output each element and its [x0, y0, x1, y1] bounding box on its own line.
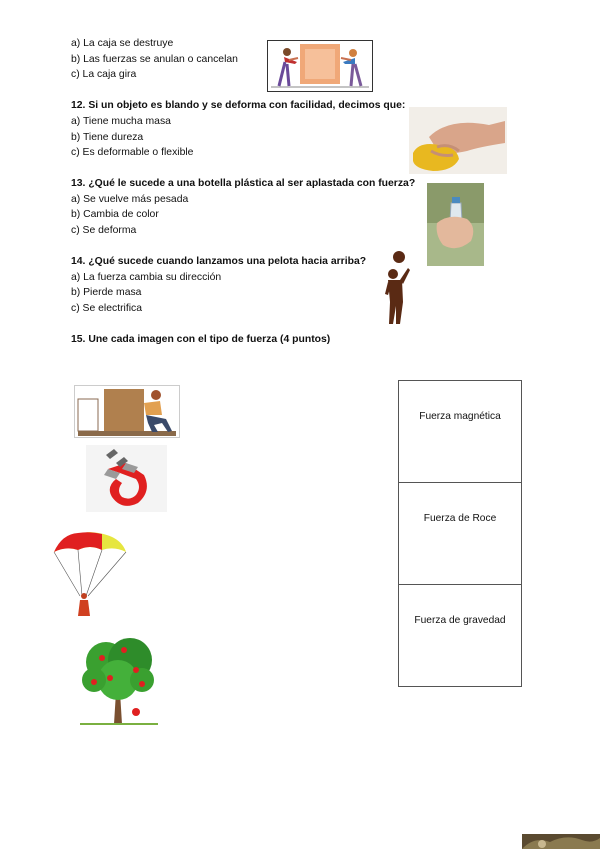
q13-option-c: c) Se deforma — [71, 225, 137, 236]
q14-option-b: b) Pierde masa — [71, 287, 142, 298]
cropped-photo-fragment — [522, 834, 600, 849]
q12-option-b: b) Tiene dureza — [71, 132, 144, 143]
q11-option-a: a) La caja se destruye — [71, 38, 174, 49]
q14-question: 14. ¿Qué sucede cuando lanzamos una pelota hacia arriba? — [71, 256, 367, 267]
force-cell-magnetic — [399, 381, 521, 483]
force-cell-gravity — [399, 585, 521, 686]
q15-question: 15. Une cada imagen con el tipo de fuerza (4 puntos) — [71, 334, 331, 345]
force-friction-label: Fuerza de Roce — [423, 513, 497, 524]
q14-option-a: a) La fuerza cambia su dirección — [71, 272, 222, 283]
q11-option-c: c) La caja gira — [71, 69, 137, 80]
q12-question: 12. Si un objeto es blando y se deforma con facilidad, decimos que: — [71, 100, 406, 111]
q12-option-a: a) Tiene mucha masa — [71, 116, 171, 127]
child-throwing-ball-silhouette — [384, 250, 414, 326]
q14-option-c: c) Se electrifica — [71, 303, 143, 314]
force-magnetic-label: Fuerza magnética — [419, 411, 501, 422]
q13-option-b: b) Cambia de color — [71, 209, 159, 220]
people-pushing-box-illustration — [267, 40, 373, 92]
q13-option-a: a) Se vuelve más pesada — [71, 194, 189, 205]
man-pushing-box-illustration — [74, 385, 180, 438]
horseshoe-magnet-illustration — [86, 445, 167, 512]
apple-tree-illustration — [76, 634, 162, 729]
hand-squeezing-sponge-photo — [409, 107, 507, 174]
q11-option-b: b) Las fuerzas se anulan o cancelan — [71, 54, 238, 65]
q12-option-c: c) Es deformable o flexible — [71, 147, 194, 158]
q13-question: 13. ¿Qué le sucede a una botella plástica al ser aplastada con fuerza? — [71, 178, 416, 189]
force-types-table — [398, 380, 522, 687]
force-gravity-label: Fuerza de gravedad — [414, 615, 506, 626]
parachute-illustration — [50, 530, 130, 620]
hand-crushing-bottle-photo — [427, 183, 484, 266]
force-cell-friction — [399, 483, 521, 585]
